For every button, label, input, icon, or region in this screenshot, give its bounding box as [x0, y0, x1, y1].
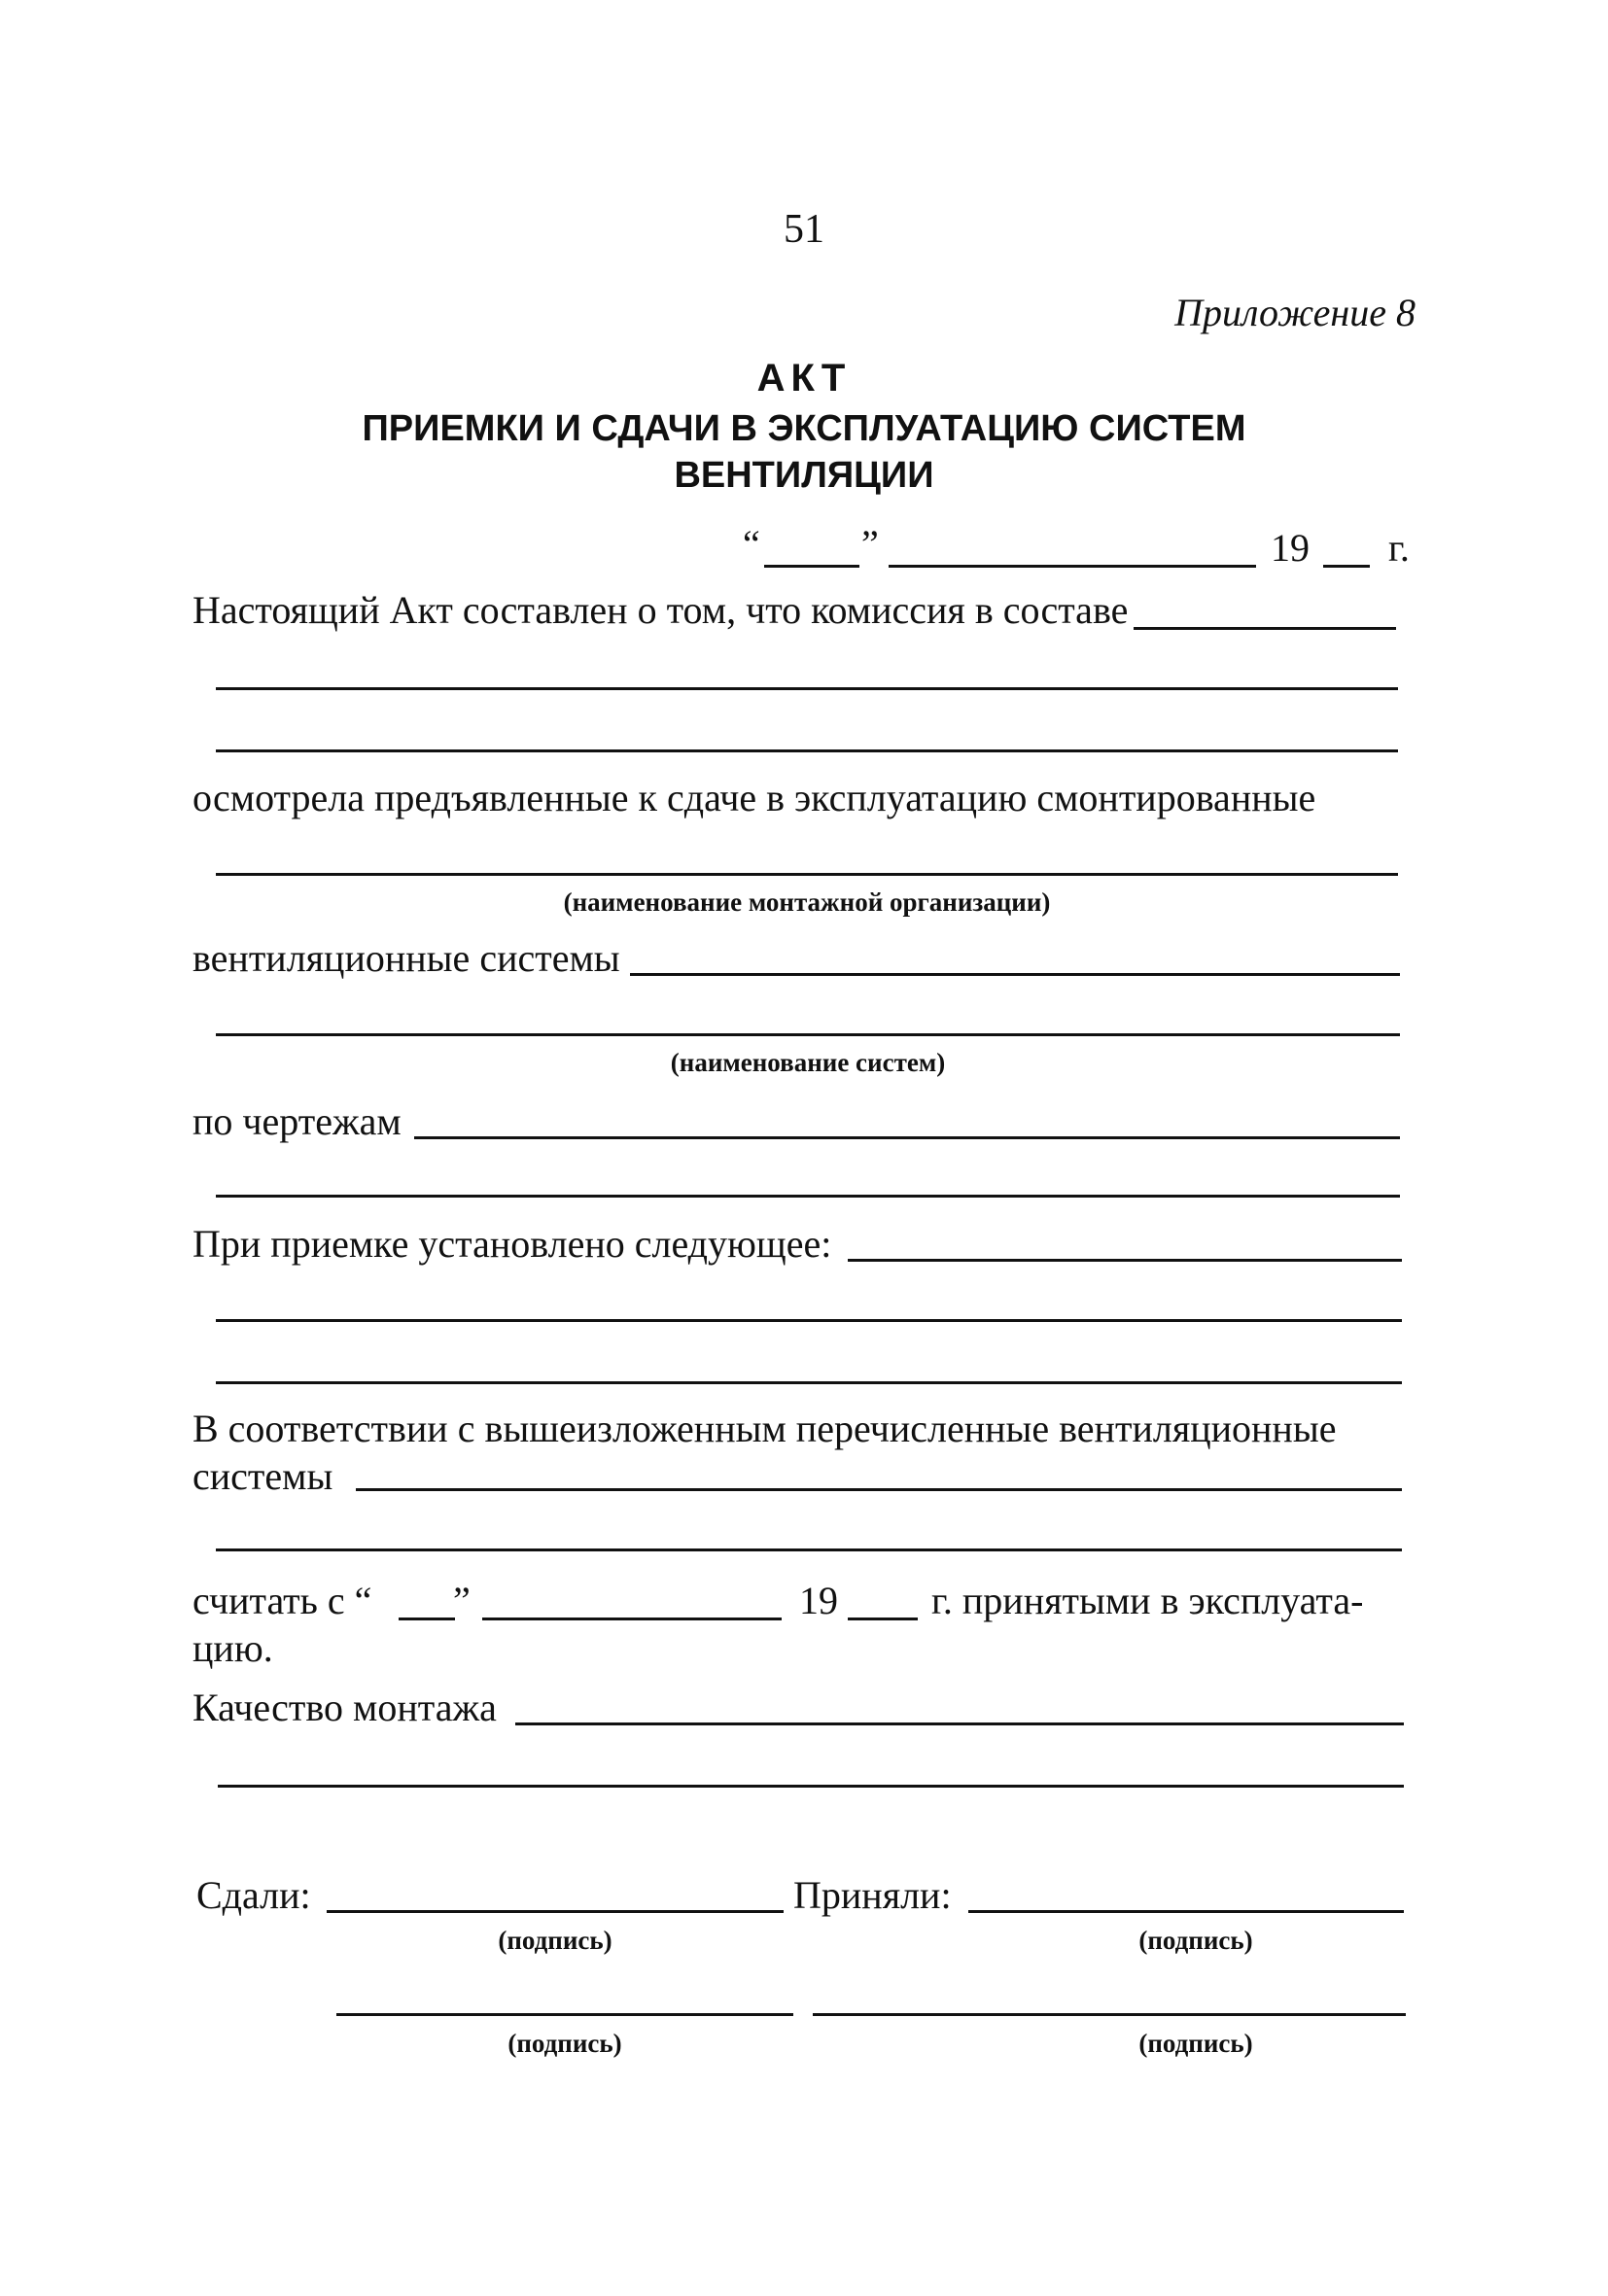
date-quote-close: ”: [861, 522, 879, 566]
year-field[interactable]: [1323, 565, 1370, 568]
document-subtitle-line2: ВЕНТИЛЯЦИИ: [674, 455, 934, 496]
systems-field[interactable]: [630, 973, 1400, 976]
handed-signature-field[interactable]: [327, 1910, 784, 1913]
accordance-systems-field-line2[interactable]: [216, 1548, 1402, 1551]
findings-field-line3[interactable]: [216, 1381, 1402, 1384]
accept-year-field[interactable]: [848, 1618, 918, 1620]
month-field[interactable]: [889, 565, 1256, 568]
findings-field-line2[interactable]: [216, 1319, 1402, 1322]
findings-field[interactable]: [848, 1259, 1402, 1262]
appendix-label: Приложение 8: [1174, 291, 1416, 334]
page-number: 51: [784, 207, 824, 252]
document-subtitle: ПРИЕМКИ И СДАЧИ В ЭКСПЛУАТАЦИЮ СИСТЕМ: [362, 408, 1246, 449]
date-quote-open: “: [743, 522, 760, 566]
accepted-signature-caption: (подпись): [1138, 1926, 1253, 1955]
quality-field[interactable]: [515, 1722, 1404, 1725]
accept-month-field[interactable]: [482, 1618, 782, 1620]
document-title: АКТ: [756, 357, 852, 400]
accepted-signature-field[interactable]: [968, 1910, 1404, 1913]
commission-field-line2[interactable]: [216, 687, 1398, 690]
accept-prefix: считать с “: [192, 1579, 372, 1622]
accordance-text: В соответствии с вышеизложенным перечисленные вентиляционные: [192, 1407, 1337, 1450]
handed-signature-caption-2: (подпись): [507, 2029, 622, 2058]
date-year-suffix: г.: [1388, 526, 1410, 570]
day-field[interactable]: [764, 565, 859, 568]
accept-year: 19: [799, 1579, 838, 1622]
drawings-label: по чертежам: [192, 1099, 402, 1143]
accept-quote-close: ”: [453, 1579, 471, 1622]
accordance-systems-field[interactable]: [356, 1488, 1402, 1491]
systems-field-line2[interactable]: [216, 1033, 1400, 1036]
organization-field[interactable]: [216, 873, 1398, 876]
systems-label: вентиляционные системы: [192, 936, 620, 980]
accepted-signature-field-2[interactable]: [813, 2013, 1406, 2016]
accept-wrap: цию.: [192, 1626, 273, 1670]
date-year-prefix: 19: [1271, 526, 1310, 570]
commission-field-line3[interactable]: [216, 749, 1398, 752]
drawings-field-line2[interactable]: [216, 1195, 1400, 1198]
handed-signature-field-2[interactable]: [336, 2013, 793, 2016]
organization-caption: (наименование монтажной организации): [563, 887, 1051, 917]
quality-field-line2[interactable]: [218, 1785, 1404, 1788]
systems-word: системы: [192, 1454, 333, 1498]
accepted-label: Приняли:: [793, 1873, 952, 1917]
handed-signature-caption: (подпись): [498, 1926, 612, 1955]
quality-label: Качество монтажа: [192, 1686, 497, 1729]
systems-caption: (наименование систем): [670, 1048, 946, 1077]
commission-field[interactable]: [1134, 627, 1396, 630]
accept-suffix: г. принятыми в эксплуата-: [931, 1579, 1364, 1622]
commission-text: Настоящий Акт составлен о том, что комиссия в составе: [192, 588, 1129, 632]
accept-day-field[interactable]: [399, 1618, 455, 1620]
findings-label: При приемке установлено следующее:: [192, 1222, 832, 1266]
accepted-signature-caption-2: (подпись): [1138, 2029, 1253, 2058]
drawings-field[interactable]: [414, 1136, 1400, 1139]
handed-label: Сдали:: [196, 1873, 311, 1917]
inspected-text: осмотрела предъявленные к сдаче в эксплуатацию смонтированные: [192, 776, 1316, 819]
